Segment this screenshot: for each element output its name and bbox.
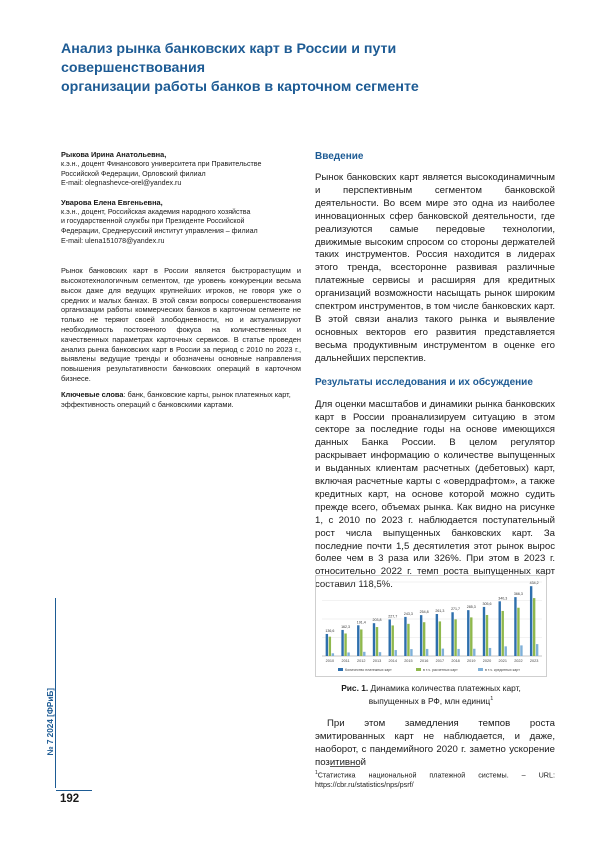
- chart-bar: [436, 614, 438, 656]
- footnote-divider: [330, 766, 360, 767]
- x-tick-label: 2020: [482, 659, 492, 663]
- chart-bar: [341, 630, 343, 656]
- chart-bar: [373, 623, 375, 656]
- author-email: E-mail: olegnashevce-orel@yandex.ru: [61, 179, 182, 188]
- issue-label: № 7 2024 [ФРиБ]: [46, 688, 55, 756]
- chart-bar: [389, 619, 391, 656]
- data-label: 203,8: [372, 618, 382, 623]
- side-divider: [55, 598, 56, 788]
- author-email: E-mail: ulena151078@yandex.ru: [61, 236, 165, 245]
- page-number: 192: [60, 793, 80, 805]
- footnote: [315, 769, 555, 789]
- results-paragraph: Для оценки масштабов и динамики рынка банковских карт в России проанализируем ситуацию в этом секторе за последние годы на основе имеющихся данных Банка России. В целом регулятор раскрывает информацию о количестве выпущенных и выданных клиентам расчетных (дебетовых) карт, включая расчетные карты с «овердрафтом», а также кредитных карт, на основе которой можно судить прежде всего, объемах рынка. Как видно на рисунке 1, с 2010 по 2023 г. наблюдается поступательный рост числа выпущенных банковских карт. За последние почти 1,5 десятилетия этот рынок вырос более чем в 3 раза или 326%. При этом в 2023 г. относительно 2022 г. темп роста выпущенных карт составил 118,5%.: [315, 398, 555, 591]
- author-affiliation: и государственной службы при Президенте Российской: [61, 217, 245, 226]
- keywords: [61, 390, 301, 410]
- x-tick-label: 2016: [419, 659, 429, 663]
- keywords-text: : банк, банковские карты, рынок платежных карт, эффективность операций с банковскими картами.: [61, 389, 291, 409]
- legend-entry: в т.ч. расчетных карт: [423, 668, 458, 672]
- x-tick-label: 2022: [514, 659, 523, 663]
- data-label: 340,3: [498, 596, 508, 601]
- chart-bar: [473, 649, 475, 656]
- data-label: 305,6: [482, 601, 492, 606]
- chart-bar: [420, 615, 422, 656]
- author-affiliation: Российской Федерации, Орловский филиал: [61, 169, 206, 178]
- chart-bar: [442, 649, 444, 656]
- x-tick-label: 2010: [325, 659, 335, 663]
- continuation-paragraph: При этом замедления темпов роста эмитированных карт не наблюдается, и даже, наоборот, с пандемийного 2020 г. заметно ускорение позитивной: [315, 718, 555, 768]
- chart-bar: [329, 637, 331, 656]
- x-tick-label: 2019: [467, 659, 476, 663]
- section-title-results: Результаты исследования и их обсуждение: [315, 376, 533, 388]
- author-name: Уварова Елена Евгеньевна,: [61, 197, 163, 207]
- chart-bar: [457, 649, 459, 656]
- chart-bar: [467, 610, 469, 656]
- figure-chart: [315, 575, 547, 677]
- data-label: 366,3: [513, 592, 523, 597]
- page-number-rule: [56, 790, 92, 791]
- author-affiliation: Федерации, Среднерусский институт управления – филиал: [61, 226, 258, 235]
- chart-bar: [407, 624, 409, 656]
- legend-swatch: [478, 668, 483, 671]
- data-label: 162,3: [341, 624, 351, 629]
- chart-bar: [326, 634, 328, 656]
- right-column: [315, 150, 555, 592]
- data-label: 285,3: [466, 605, 476, 610]
- author-name: Рыкова Ирина Анатольевна,: [61, 150, 167, 159]
- chart-bar: [533, 598, 535, 656]
- chart-bar: [357, 625, 359, 656]
- data-label: 434,2: [529, 581, 539, 586]
- chart-bar: [530, 586, 532, 656]
- chart-bar: [404, 617, 406, 656]
- author-1: [61, 150, 301, 189]
- x-tick-label: 2023: [529, 659, 539, 663]
- figure-caption: [315, 683, 547, 706]
- chart-bar: [489, 648, 491, 656]
- chart-bar: [423, 622, 425, 656]
- chart-bar: [451, 612, 453, 656]
- chart-bar: [502, 611, 504, 656]
- chart-bar: [363, 652, 365, 656]
- chart-bar: [360, 629, 362, 656]
- data-label: 243,3: [403, 611, 413, 616]
- legend-entry: в т.ч. кредитных карт: [485, 668, 520, 672]
- chart-bar: [514, 597, 516, 656]
- x-tick-label: 2012: [357, 659, 366, 663]
- x-tick-label: 2014: [388, 659, 397, 663]
- chart-bar: [332, 653, 334, 656]
- abstract: Рынок банковских карт в России является быстрорастущим и высокотехнологичным сегментом, где уровень конкуренции весьма высок даже для ведущих крупнейших игроков, не говоря уже о средних и малых банках. В этой связи вопросы совершенствования организации работы коммерческих банков в карточном сегменте не только не теряют своей злободневности, но и актуализируют необходимость постоянного фокуса на количественных и качественных параметрах карточных сервисов. В статье проведен анализ рынка банковских карт в России за период с 2010 по 2023 г., выявлены ведущие тренды и обозначены основные направления повышения результативности банковских операций в карточном бизнесе.: [61, 266, 301, 383]
- chart-bar: [499, 601, 501, 656]
- data-label: 191,4: [356, 620, 366, 625]
- left-column: [61, 150, 301, 409]
- legend-swatch: [338, 668, 343, 671]
- x-tick-label: 2021: [498, 659, 507, 663]
- x-tick-label: 2018: [451, 659, 460, 663]
- chart-bar: [517, 608, 519, 656]
- x-tick-label: 2011: [341, 659, 350, 663]
- footnote-mark: 1: [315, 770, 318, 776]
- chart-bar: [486, 615, 488, 656]
- chart-bar: [392, 625, 394, 656]
- intro-paragraph: Рынок банковских карт является высокодинамичным и перспективным сегментом банковской деятельности. Во всем мире это одна из наиболее инновационных сфер банковской деятельности, где реализуются самые передовые технологии, движимые высоким спросом со стороны держателей таких инструментов. Россия находится в лидерах этого тренда, всесторонне развивая различные платежные сервисы и расширяя для кредитных организаций возможности насыщать рынок широким спектром инструментов, в том числе банковских карт. В этой связи анализ такого рынка и выявление основных векторов его развития представляется весьма продуктивным инструментом в оценке его дальнейших перспектив.: [315, 172, 555, 364]
- title-line-1: Анализ рынка банковских карт в России и пути совершенствования: [61, 41, 397, 76]
- data-label: 136,6: [325, 628, 335, 633]
- chart-bar: [395, 650, 397, 656]
- x-tick-label: 2017: [435, 659, 445, 663]
- data-label: 271,7: [451, 607, 461, 612]
- chart-bar: [347, 652, 349, 656]
- caption-footnote-mark: 1: [490, 695, 494, 702]
- author-affiliation: к.э.н., доцент, Российская академия народного хозяйства: [61, 207, 251, 216]
- data-label: 261,3: [435, 609, 445, 614]
- legend-swatch: [416, 668, 421, 671]
- article-title: [61, 40, 541, 97]
- caption-label: Рис. 1.: [341, 683, 369, 693]
- chart-bar: [410, 649, 412, 656]
- bar-chart: [316, 576, 548, 678]
- footnote-text: Статистика национальной платежной системы. – URL: https://cbr.ru/statistics/nps/psrf/: [315, 770, 555, 789]
- title-line-2: организации работы банков в карточном сегменте: [61, 79, 419, 95]
- data-label: 227,7: [388, 614, 398, 619]
- author-affiliation: к.э.н., доцент Финансового университета при Правительстве: [61, 160, 262, 168]
- chart-bar: [454, 619, 456, 656]
- chart-bar: [439, 621, 441, 656]
- chart-bar: [505, 646, 507, 656]
- chart-bar: [379, 652, 381, 656]
- x-tick-label: 2015: [404, 659, 413, 663]
- chart-bar: [483, 607, 485, 656]
- x-tick-label: 2013: [372, 659, 382, 663]
- keywords-label: Ключевые слова: [61, 389, 124, 399]
- chart-bar: [536, 644, 538, 656]
- chart-bar: [426, 649, 428, 656]
- legend-entry: Количество платежных карт: [345, 668, 392, 672]
- chart-bar: [520, 645, 522, 656]
- chart-bar: [470, 617, 472, 656]
- author-2: [61, 198, 301, 246]
- chart-bar: [376, 627, 378, 656]
- section-title-intro: Введение: [315, 151, 364, 162]
- data-label: 254,8: [419, 610, 429, 615]
- chart-bar: [344, 633, 346, 656]
- caption-text: Динамика количества платежных карт, выпущенных в РФ, млн единиц: [368, 683, 521, 706]
